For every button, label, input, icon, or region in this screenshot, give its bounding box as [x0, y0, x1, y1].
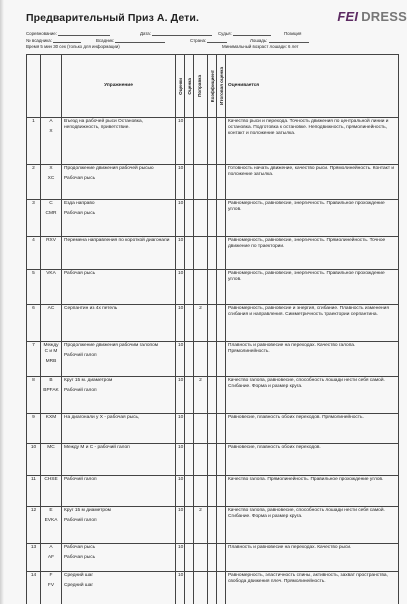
header-horse: Лошадь:	[250, 38, 309, 43]
header-competition: Соревнование:	[26, 31, 110, 36]
row-score-cell	[185, 572, 194, 604]
header-min-age: Минимальный возраст лошади: 6 лет	[222, 44, 299, 49]
row-notes: Качество галопа. Прямолинейность. Правильное прохождение углов.	[226, 476, 399, 507]
row-code: E	[49, 508, 53, 513]
row-number: 9	[27, 414, 41, 444]
row-score-cell	[185, 414, 194, 444]
row-score-cell	[185, 237, 194, 270]
col-score: Оценка	[185, 55, 194, 118]
row-exercise	[62, 165, 176, 200]
row-score-cell	[185, 444, 194, 476]
row-exercise	[62, 476, 176, 507]
row-notes: Равномерность, эластичность спины, активность, захват пространства, свобода движения плеч. Прямолинейность.	[226, 572, 399, 604]
row-code: KXM	[45, 415, 57, 420]
row-number: 5	[27, 270, 41, 305]
row-max-mark: 10	[176, 270, 185, 305]
row-max-mark: 10	[176, 414, 185, 444]
table-row	[27, 165, 399, 200]
header-rider-no: № всадника:	[26, 38, 81, 43]
row-code: Между С и М	[43, 343, 59, 355]
row-codes	[41, 444, 62, 476]
col-exercise: Упражнение	[62, 55, 176, 118]
row-notes: Равномерность, равновесие, энергичность. Прямолинейность. Точное движение по траектории.	[226, 237, 399, 270]
table-row	[27, 270, 399, 305]
row-score-cell	[185, 507, 194, 544]
row-codes	[41, 165, 62, 200]
row-code: AC	[47, 306, 55, 311]
row-exercise	[62, 270, 176, 305]
row-codes	[41, 237, 62, 270]
row-coefficient	[194, 544, 208, 572]
row-correction-cell	[208, 305, 217, 342]
row-correction-cell	[208, 414, 217, 444]
row-number: 11	[27, 476, 41, 507]
row-code: C	[49, 201, 53, 206]
row-correction-cell	[208, 444, 217, 476]
exercise-text: Езда направо	[64, 201, 95, 206]
col-final: Итоговая оценка	[217, 55, 226, 118]
col-code	[41, 55, 62, 118]
row-number: 2	[27, 165, 41, 200]
row-correction-cell	[208, 476, 217, 507]
table-header-row	[27, 55, 399, 118]
row-coefficient	[194, 118, 208, 165]
table-row	[27, 414, 399, 444]
table-row	[27, 507, 399, 544]
row-code: CMR	[45, 211, 57, 217]
row-score-cell	[185, 305, 194, 342]
exercise-text: Продолжение движения рабочей рысью	[64, 166, 154, 171]
row-final-cell	[217, 476, 226, 507]
logo-fei-text: FEI	[337, 9, 359, 24]
row-correction-cell	[208, 165, 217, 200]
row-correction-cell	[208, 377, 217, 414]
row-coefficient: 2	[194, 377, 208, 414]
table-row	[27, 200, 399, 237]
row-code: X	[49, 129, 53, 135]
header-position: Позиция	[284, 31, 302, 36]
row-max-mark: 10	[176, 200, 185, 237]
page-edge-shadow	[0, 0, 4, 604]
table-row	[27, 237, 399, 270]
row-correction-cell	[208, 200, 217, 237]
row-max-mark: 10	[176, 507, 185, 544]
row-correction-cell	[208, 237, 217, 270]
row-code: EVKA	[44, 518, 58, 524]
row-final-cell	[217, 377, 226, 414]
table-row	[27, 444, 399, 476]
exercise-text: Рабочий галоп	[64, 477, 97, 482]
exercise-text: Перемена направления по короткой диагонали	[64, 238, 170, 243]
row-exercise	[62, 200, 176, 237]
col-coefficient: Коэффициент	[208, 55, 217, 118]
row-number: 14	[27, 572, 41, 604]
row-max-mark: 10	[176, 165, 185, 200]
table-row	[27, 544, 399, 572]
row-exercise	[62, 342, 176, 377]
row-codes	[41, 118, 62, 165]
row-notes: Равномерность, равновесие, энергичность. Правильное прохождение углов.	[226, 200, 399, 237]
exercise-text: Въезд на рабочей рыси Остановка, неподвижность, приветствие.	[64, 119, 143, 131]
row-score-cell	[185, 342, 194, 377]
row-codes	[41, 572, 62, 604]
row-codes	[41, 544, 62, 572]
row-codes	[41, 342, 62, 377]
row-coefficient	[194, 165, 208, 200]
row-coefficient	[194, 476, 208, 507]
row-final-cell	[217, 544, 226, 572]
row-final-cell	[217, 270, 226, 305]
row-final-cell	[217, 200, 226, 237]
row-score-cell	[185, 200, 194, 237]
row-code: FV	[47, 583, 55, 589]
row-max-mark: 10	[176, 342, 185, 377]
row-final-cell	[217, 507, 226, 544]
row-coefficient: 2	[194, 507, 208, 544]
row-final-cell	[217, 237, 226, 270]
header-time-note: Время 5 мин 30 сек (только для информации)	[26, 44, 120, 49]
row-final-cell	[217, 118, 226, 165]
row-notes: Плавность и равновесие на переходах. Качество галопа. Прямолинейность.	[226, 342, 399, 377]
row-exercise	[62, 237, 176, 270]
row-max-mark: 10	[176, 572, 185, 604]
score-table	[26, 54, 399, 604]
row-exercise	[62, 118, 176, 165]
row-final-cell	[217, 444, 226, 476]
exercise-text: Средний шаг	[64, 583, 94, 589]
row-notes: Равномерность, равновесие и энергия, сгибание. Плавность изменения сгибания и направления. Симметричность траектории серпантина.	[226, 305, 399, 342]
exercise-text: Круг 15 м. диаметром	[64, 378, 113, 383]
row-code: B	[49, 378, 53, 383]
row-code: X	[49, 166, 53, 171]
row-final-cell	[217, 305, 226, 342]
table-row	[27, 377, 399, 414]
row-codes	[41, 305, 62, 342]
row-exercise	[62, 414, 176, 444]
row-final-cell	[217, 165, 226, 200]
row-number: 7	[27, 342, 41, 377]
row-notes: Равномерность, равновесие, энергичность. Правильное прохождение углов.	[226, 270, 399, 305]
fei-dressage-logo	[337, 9, 407, 24]
row-coefficient: 2	[194, 305, 208, 342]
row-codes	[41, 377, 62, 414]
row-number: 3	[27, 200, 41, 237]
exercise-text: Рабочий галоп	[64, 353, 97, 359]
row-max-mark: 10	[176, 118, 185, 165]
exercise-text: Рабочая рысь	[64, 555, 96, 561]
row-exercise	[62, 572, 176, 604]
row-code: XC	[47, 176, 55, 182]
table-row	[27, 476, 399, 507]
page-title: Предварительный Приз А. Дети.	[26, 12, 199, 24]
header-country: Страна:	[190, 38, 227, 43]
row-code: A	[49, 545, 53, 550]
row-codes	[41, 270, 62, 305]
exercise-text: Круг 15 м диаметром	[64, 508, 111, 513]
row-correction-cell	[208, 270, 217, 305]
row-coefficient	[194, 200, 208, 237]
row-max-mark: 10	[176, 444, 185, 476]
row-number: 12	[27, 507, 41, 544]
header-judge: Судья:	[218, 31, 271, 36]
row-code: VKA	[46, 271, 56, 276]
row-notes: Плавность и равновесие на переходах. Качество рыси.	[226, 544, 399, 572]
exercise-text: На диагонали у X - рабочая рысь,	[64, 415, 140, 420]
row-codes	[41, 476, 62, 507]
logo-dress-text: DRESS	[361, 9, 407, 24]
row-coefficient	[194, 237, 208, 270]
row-max-mark: 10	[176, 305, 185, 342]
row-codes	[41, 507, 62, 544]
table-row	[27, 572, 399, 604]
row-code: AF	[47, 555, 55, 561]
row-exercise	[62, 377, 176, 414]
row-number: 8	[27, 377, 41, 414]
row-correction-cell	[208, 572, 217, 604]
col-assessed: Оценивается	[226, 55, 399, 118]
exercise-text: Рабочая рысь	[64, 271, 96, 276]
row-notes: Качество рыси и перехода. Точность движения по центральной линии и остановка. Подготовка к остановке. Неподвижность, прямолинейность, контакт и положение затылка.	[226, 118, 399, 165]
row-code: A	[49, 119, 53, 124]
exercise-text: Средний шаг	[64, 573, 94, 578]
row-number: 10	[27, 444, 41, 476]
row-correction-cell	[208, 118, 217, 165]
col-correction: Поправка	[194, 55, 208, 118]
row-exercise	[62, 544, 176, 572]
row-max-mark: 10	[176, 377, 185, 414]
row-coefficient	[194, 444, 208, 476]
exercise-text: Рабочая рысь	[64, 176, 96, 182]
exercise-text: Продолжение движения рабочим галопом	[64, 343, 159, 348]
row-coefficient	[194, 270, 208, 305]
row-final-cell	[217, 414, 226, 444]
row-notes: Равновесие, плавность обоих переходов.	[226, 444, 399, 476]
row-max-mark: 10	[176, 544, 185, 572]
row-score-cell	[185, 270, 194, 305]
table-row	[27, 342, 399, 377]
row-score-cell	[185, 476, 194, 507]
row-correction-cell	[208, 342, 217, 377]
header-date: Дата:	[140, 31, 212, 36]
row-max-mark: 10	[176, 237, 185, 270]
row-exercise	[62, 305, 176, 342]
row-code: RXV	[46, 238, 56, 243]
exercise-text: Рабочий галоп	[64, 388, 97, 394]
row-coefficient	[194, 572, 208, 604]
row-number: 13	[27, 544, 41, 572]
row-code: BPFAK	[43, 388, 59, 394]
row-exercise	[62, 444, 176, 476]
row-score-cell	[185, 377, 194, 414]
row-coefficient	[194, 414, 208, 444]
col-number	[27, 55, 41, 118]
row-notes: Готовность начать движение, качество рыси. Прямолинейность. Контакт и положение затылка.	[226, 165, 399, 200]
row-max-mark: 10	[176, 476, 185, 507]
row-notes: Качество галопа, равновесие, способность лошади нести себя самой. Сгибание. Форма и размер круга.	[226, 507, 399, 544]
row-score-cell	[185, 165, 194, 200]
row-score-cell	[185, 544, 194, 572]
exercise-text: Рабочая рысь	[64, 211, 96, 217]
table-row	[27, 305, 399, 342]
row-codes	[41, 200, 62, 237]
row-code: MRB	[45, 359, 57, 365]
row-final-cell	[217, 342, 226, 377]
table-row	[27, 118, 399, 165]
exercise-text: Рабочая рысь	[64, 545, 96, 550]
exercise-text: Серпантин из 4х петель	[64, 306, 118, 311]
row-exercise	[62, 507, 176, 544]
row-number: 6	[27, 305, 41, 342]
row-code: CHSE	[44, 477, 58, 482]
row-correction-cell	[208, 507, 217, 544]
row-notes: Качество галопа, равновесие, способность лошади нести себя самой. Сгибание. Форма и размер круга.	[226, 377, 399, 414]
row-notes: Равновесие, плавность обоих переходов. Прямолинейность.	[226, 414, 399, 444]
row-correction-cell	[208, 544, 217, 572]
row-code: MC	[47, 445, 55, 450]
row-coefficient	[194, 342, 208, 377]
exercise-text: Между М и С - рабочий галоп	[64, 445, 130, 450]
row-codes	[41, 414, 62, 444]
exercise-text: Рабочий галоп	[64, 518, 97, 524]
col-marks: Оценки	[176, 55, 185, 118]
row-score-cell	[185, 118, 194, 165]
header-rider: Всадник:	[96, 38, 165, 43]
row-code: F	[49, 573, 53, 578]
row-number: 1	[27, 118, 41, 165]
row-number: 4	[27, 237, 41, 270]
row-final-cell	[217, 572, 226, 604]
